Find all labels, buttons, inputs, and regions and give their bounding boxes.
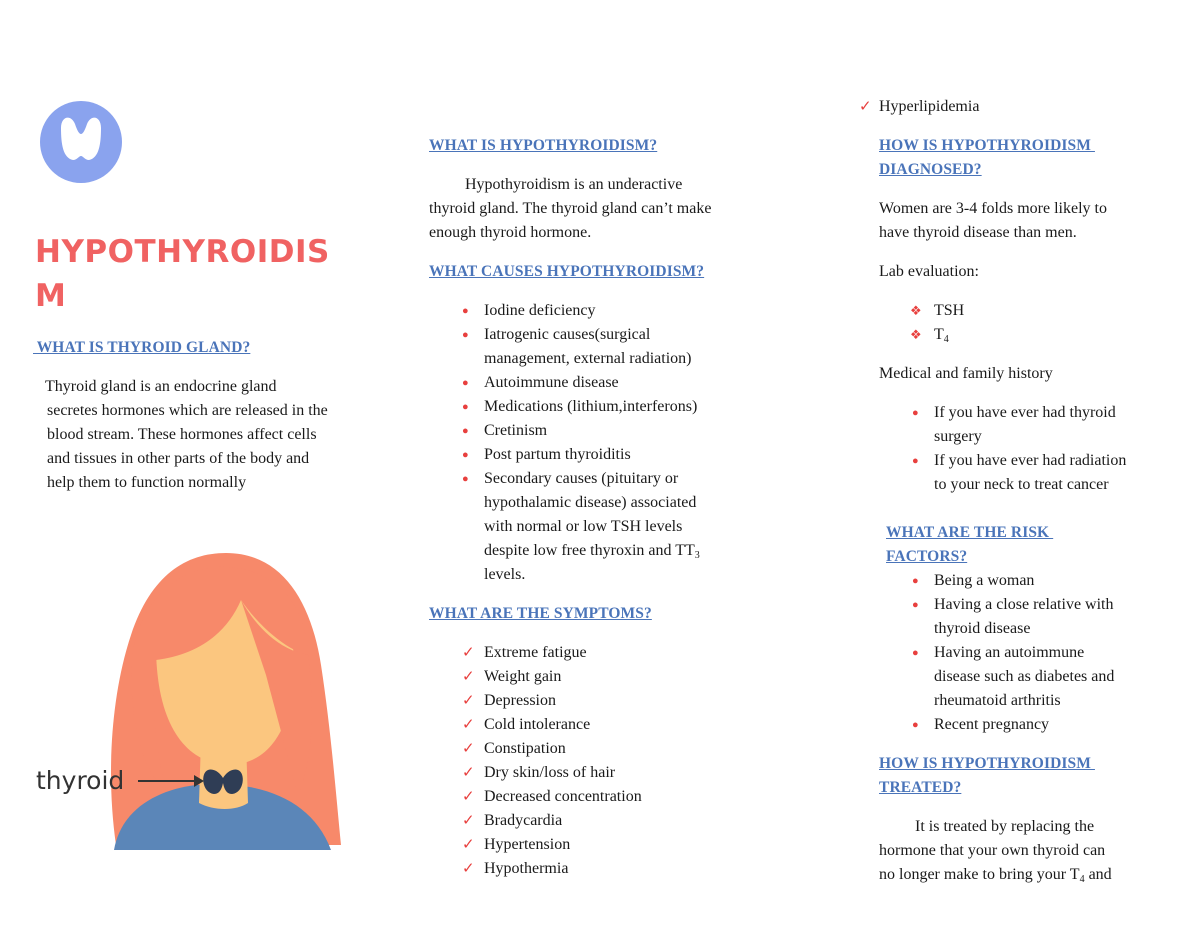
list-item: disease such as diabetes and	[934, 668, 1115, 685]
symptoms-list	[429, 641, 789, 881]
list-item: ● Being a woman	[912, 572, 1035, 589]
woman-thyroid-illustration	[36, 545, 346, 850]
list-item: to your neck to treat cancer	[934, 476, 1109, 493]
women-likelihood-text: Women are 3-4 folds more likely to have thyroid disease than men.	[879, 200, 1107, 241]
list-item: ● Post partum thyroiditis	[462, 446, 631, 463]
list-item: thyroid disease	[934, 620, 1031, 637]
lab-evaluation-label: Lab evaluation:	[879, 263, 979, 280]
list-item: ● Iodine deficiency	[462, 302, 596, 319]
list-item: despite low free thyroxin and $TT_3$	[484, 542, 700, 561]
heading-what-is-hypothyroidism: WHAT IS HYPOTHYROIDISM?	[429, 137, 658, 154]
medical-history-label: Medical and family history	[879, 365, 1053, 382]
lab-list	[879, 299, 1179, 347]
heading-thyroid-gland: WHAT IS THYROID GLAND?	[33, 339, 251, 356]
list-item: ❖ TSH	[910, 302, 965, 319]
thyroid-logo-icon	[39, 100, 123, 184]
list-item: management, external radiation)	[484, 350, 692, 367]
list-item: ● Cretinism	[462, 422, 548, 439]
list-item: ● Iatrogenic causes(surgical	[462, 326, 651, 343]
heading-symptoms: WHAT ARE THE SYMPTOMS?	[429, 605, 652, 622]
list-item: ● Recent pregnancy	[912, 716, 1050, 733]
list-item: ✓ Extreme fatigue	[462, 644, 587, 661]
list-item: ● If you have ever had radiation	[912, 452, 1127, 469]
list-item: ✓ Bradycardia	[462, 812, 563, 829]
list-item: surgery	[934, 428, 982, 445]
list-item: ✓ Decreased concentration	[462, 788, 642, 805]
list-item: ✓ Constipation	[462, 740, 566, 757]
list-item: ✓ Depression	[462, 692, 556, 709]
list-item: rheumatoid arthritis	[934, 692, 1061, 709]
list-item: ● Having a close relative with	[912, 596, 1114, 613]
list-item: levels.	[484, 566, 526, 583]
list-item: ✓ Dry skin/loss of hair	[462, 764, 616, 781]
heading-causes: WHAT CAUSES HYPOTHYROIDISM?	[429, 263, 705, 280]
history-list	[879, 401, 1179, 497]
heading-diagnosed: HOW IS HYPOTHYROIDISM DIAGNOSED?	[879, 137, 1095, 178]
risk-list	[879, 569, 1179, 737]
list-item: ✓ Cold intolerance	[462, 716, 591, 733]
list-item: with normal or low TSH levels	[484, 518, 683, 535]
list-item: hypothalamic disease) associated	[484, 494, 697, 511]
list-item: ✓ Hypothermia	[462, 860, 569, 877]
heading-treated: HOW IS HYPOTHYROIDISM TREATED?	[879, 755, 1095, 796]
hypothyroidism-definition: Hypothyroidism is an underactive thyroid gland. The thyroid gland can’t make enough thyroid hormone.	[429, 176, 712, 241]
treatment-text: It is treated by replacing the hormone that your own thyroid can no longer make to bring your $T_4$ and	[879, 818, 1112, 885]
causes-list	[429, 299, 789, 587]
list-item: ● Autoimmune disease	[462, 374, 619, 391]
heading-risk-factors: WHAT ARE THE RISK FACTORS?	[886, 524, 1054, 565]
list-item: ● Medications (lithium,interferons)	[462, 398, 698, 415]
list-item: ❖ $T_4$	[910, 326, 949, 345]
thyroid-label: thyroid	[36, 766, 125, 795]
page-title: HYPOTHYROIDIS M	[35, 234, 330, 314]
list-item: ● Having an autoimmune	[912, 644, 1085, 661]
list-item: ● If you have ever had thyroid	[912, 404, 1116, 421]
list-item: ● Secondary causes (pituitary or	[462, 470, 679, 487]
list-item: ✓ Hyperlipidemia	[859, 98, 980, 115]
list-item: ✓ Weight gain	[462, 668, 562, 685]
list-item: ✓ Hypertension	[462, 836, 571, 853]
thyroid-gland-paragraph: Thyroid gland is an endocrine gland secretes hormones which are released in the blood stream. These hormones affect cells and tissues in other parts of the body and help them to function normally	[45, 378, 328, 491]
